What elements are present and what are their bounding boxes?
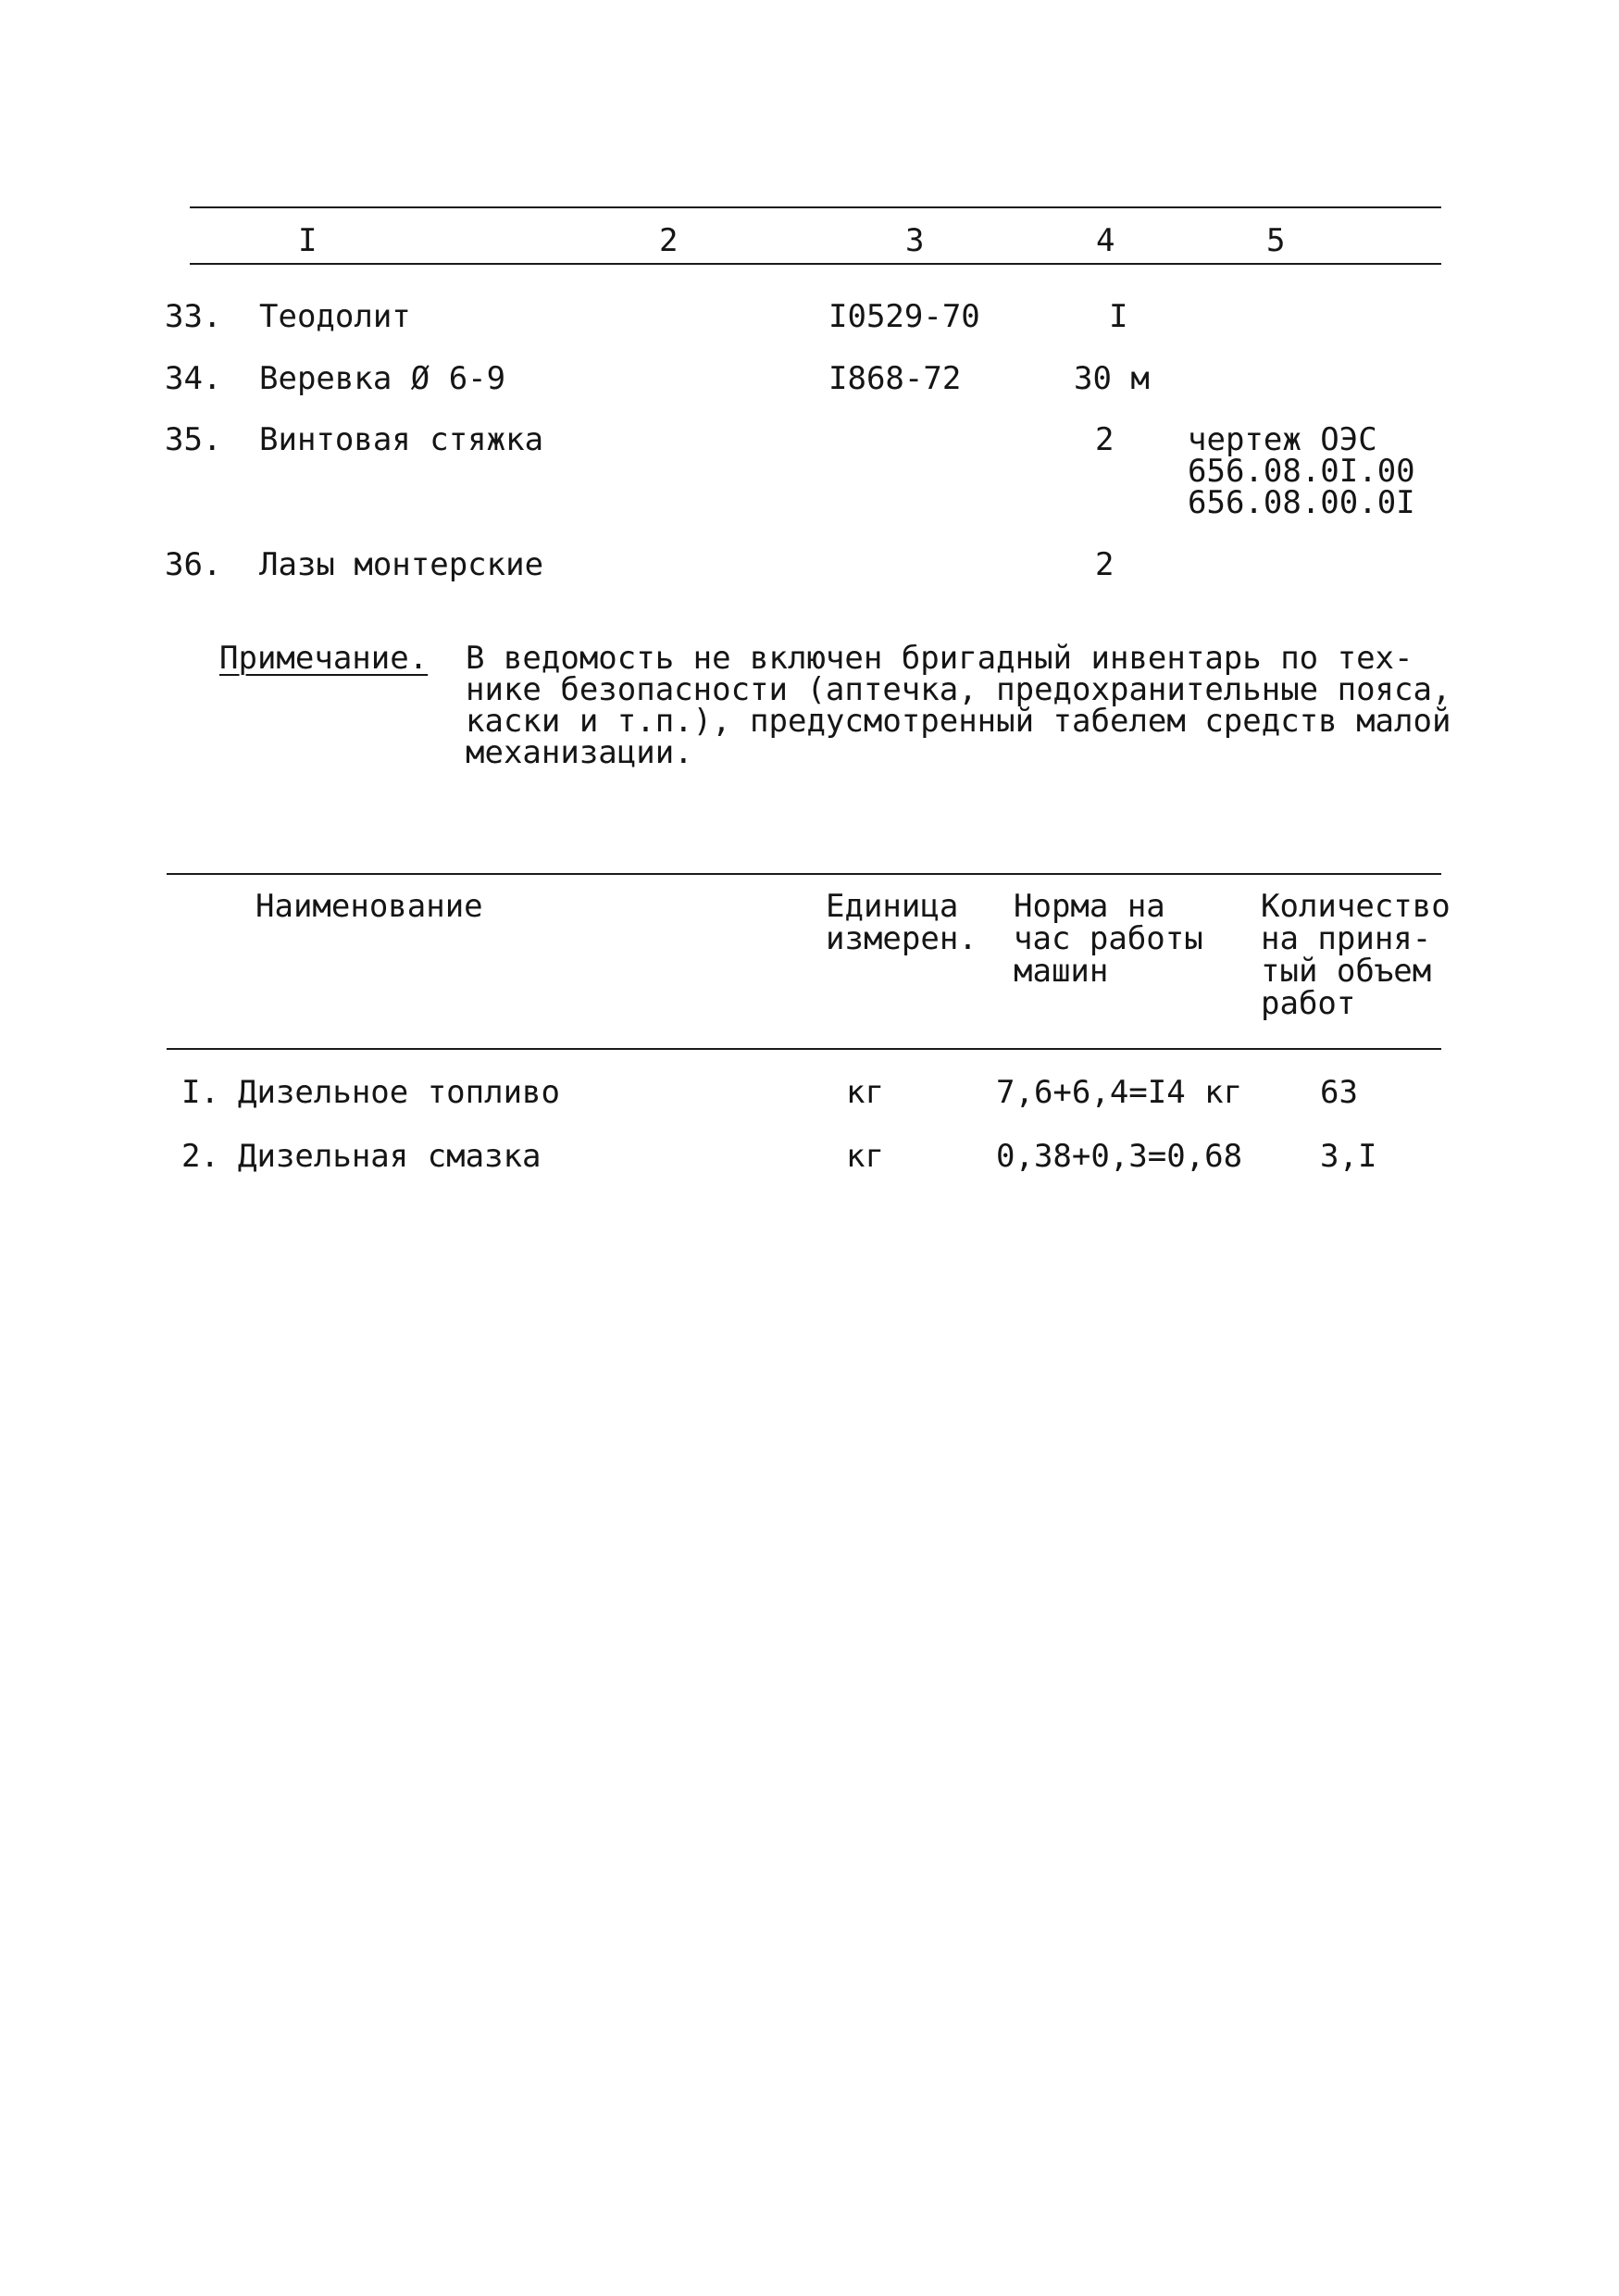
table2-header-norm: Норма на час работы машин — [1014, 888, 1203, 990]
table-row-number: 36. — [165, 546, 222, 583]
table-row-quantity: 2 — [1095, 546, 1115, 583]
table2-header-quantity: Количество на приня- тый объем работ — [1261, 888, 1451, 1022]
table-row-drawing-reference: чертеж ОЭС 656.08.0I.00 656.08.00.0I — [1188, 421, 1415, 521]
table-row-quantity: 30 м — [1074, 360, 1150, 397]
table-row-name: Лазы монтерские — [259, 546, 544, 583]
table2-top-rule — [167, 873, 1441, 875]
table-row-name: Теодолит — [259, 298, 411, 335]
table2-header-rule — [167, 1048, 1441, 1050]
note-label: Примечание. — [219, 640, 429, 677]
table1-top-rule — [190, 206, 1441, 208]
note-text: В ведомость не включен бригадный инвентарь по тех- нике безопасности (аптечка, предохранительные пояса, каски и т.п.), предусмотренный табелем средств малой механизации. — [466, 640, 1451, 771]
table-row-quantity: 63 — [1320, 1074, 1358, 1111]
table-row-unit: кг — [846, 1074, 884, 1111]
table-row-name: Дизельное топливо — [238, 1074, 560, 1111]
table-row-number: 35. — [165, 421, 222, 458]
table-row-name: Винтовая стяжка — [259, 421, 544, 458]
table-row-quantity: I — [1109, 298, 1128, 335]
table-row-number: 2. — [181, 1138, 219, 1175]
table-row-number: 34. — [165, 360, 222, 397]
table1-header-rule — [190, 263, 1441, 265]
table1-header-col1: I — [298, 222, 318, 259]
table-row-quantity: 2 — [1095, 421, 1115, 458]
table-row-standard: I0529-70 — [828, 298, 980, 335]
table-row-number: 33. — [165, 298, 222, 335]
table-row-name: Дизельная смазка — [238, 1138, 542, 1175]
table2-header-unit: Единица измерен. — [826, 888, 978, 957]
table1-header-col3: 3 — [905, 222, 925, 259]
table1-header-col2: 2 — [659, 222, 679, 259]
table-row-norm: 0,38+0,3=0,68 — [996, 1138, 1243, 1175]
table-row-quantity: 3,I — [1320, 1138, 1377, 1175]
table-row-name: Веревка Ø 6-9 — [259, 360, 506, 397]
table1-header-col5: 5 — [1266, 222, 1286, 259]
table-row-number: I. — [181, 1074, 219, 1111]
table-row-unit: кг — [846, 1138, 884, 1175]
table1-header-col4: 4 — [1096, 222, 1115, 259]
table-row-standard: I868-72 — [828, 360, 962, 397]
table-row-norm: 7,6+6,4=I4 кг — [996, 1074, 1243, 1111]
table2-header-name: Наименование — [255, 888, 483, 925]
